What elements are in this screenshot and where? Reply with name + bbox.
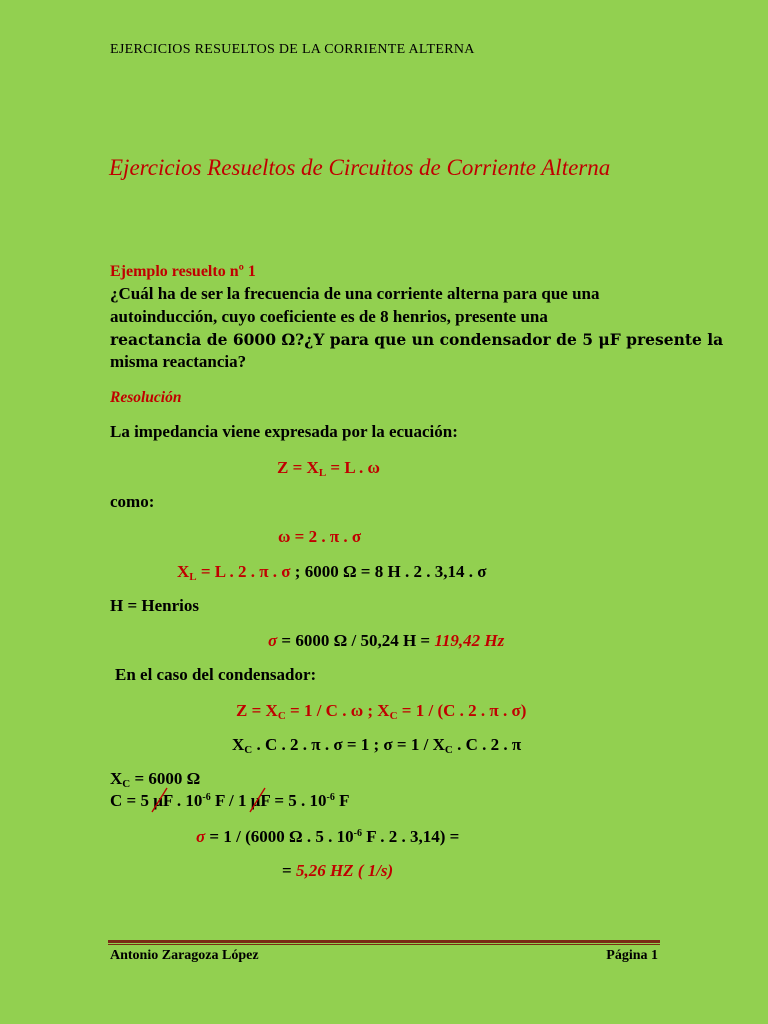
example-title: Ejemplo resuelto nº 1: [110, 263, 256, 280]
footer-author: Antonio Zaragoza López: [110, 948, 259, 963]
equation-sigma-2: σ = 1 / (6000 Ω . 5 . $10^{-6}$ F . 2 . 3,14) =: [196, 827, 460, 846]
footer-rule: [108, 940, 660, 943]
capacitance-conversion: C = 5 μ F . $10^{-6}$ F / 1 μ F = 5 . $10^{-6}$ F: [110, 791, 350, 811]
cancelled-mu-2: μ: [251, 791, 261, 811]
footer-rule-thin: [108, 944, 660, 945]
statement-line-3: reactancia de 6000 Ω?¿Y para que un condensador de 5 μF presente la: [110, 330, 724, 349]
capacitor-intro: En el caso del condensador:: [115, 665, 317, 684]
equation-sigma-1: σ = 6000 Ω / 50,24 H = 119,42 Hz: [268, 631, 505, 650]
xc-value: $X_C = 6000$ Ω: [110, 769, 201, 790]
equation-impedance: $Z = X_L = L$ . ω: [277, 458, 380, 479]
como-text: como:: [110, 492, 155, 511]
statement-line-2: autoinducción, cuyo coeficiente es de 8 henrios, presente una: [110, 307, 548, 326]
cancel-stroke-icon: [248, 787, 268, 813]
statement-line-1: ¿Cuál ha de ser la frecuencia de una corriente alterna para que una: [110, 284, 600, 303]
document-title: Ejercicios Resueltos de Circuitos de Corriente Alterna: [109, 155, 611, 180]
equation-xl: $X_L = L$ . 2 . π . σ ; 6000 Ω = 8 H . 2 . 3,14 . σ: [177, 562, 487, 583]
running-header: EJERCICIOS RESUELTOS DE LA CORRIENTE ALTERNA: [110, 42, 475, 57]
intro-text: La impedancia viene expresada por la ecuación:: [110, 422, 458, 441]
cancelled-mu-1: μ: [153, 791, 163, 811]
equation-omega: ω = 2 . π . σ: [278, 527, 362, 546]
resolution-heading: Resolución: [110, 389, 182, 406]
cancel-stroke-icon: [150, 787, 170, 813]
equation-xc: $X_C$ . C . 2 . π . σ = 1 ; $\sigma = 1 / X_C$ . C . 2 . π: [232, 735, 522, 756]
equation-zc: $Z = X_C = 1 / C$ . ω ; $X_C = 1 / (C$ . 2 . π . σ): [236, 701, 527, 722]
statement-line-4: misma reactancia?: [110, 352, 247, 371]
final-result: = 5,26 HZ ( 1/s): [282, 861, 394, 880]
footer-page-number: Página 1: [606, 948, 658, 963]
henrios-note: H = Henrios: [110, 596, 200, 615]
